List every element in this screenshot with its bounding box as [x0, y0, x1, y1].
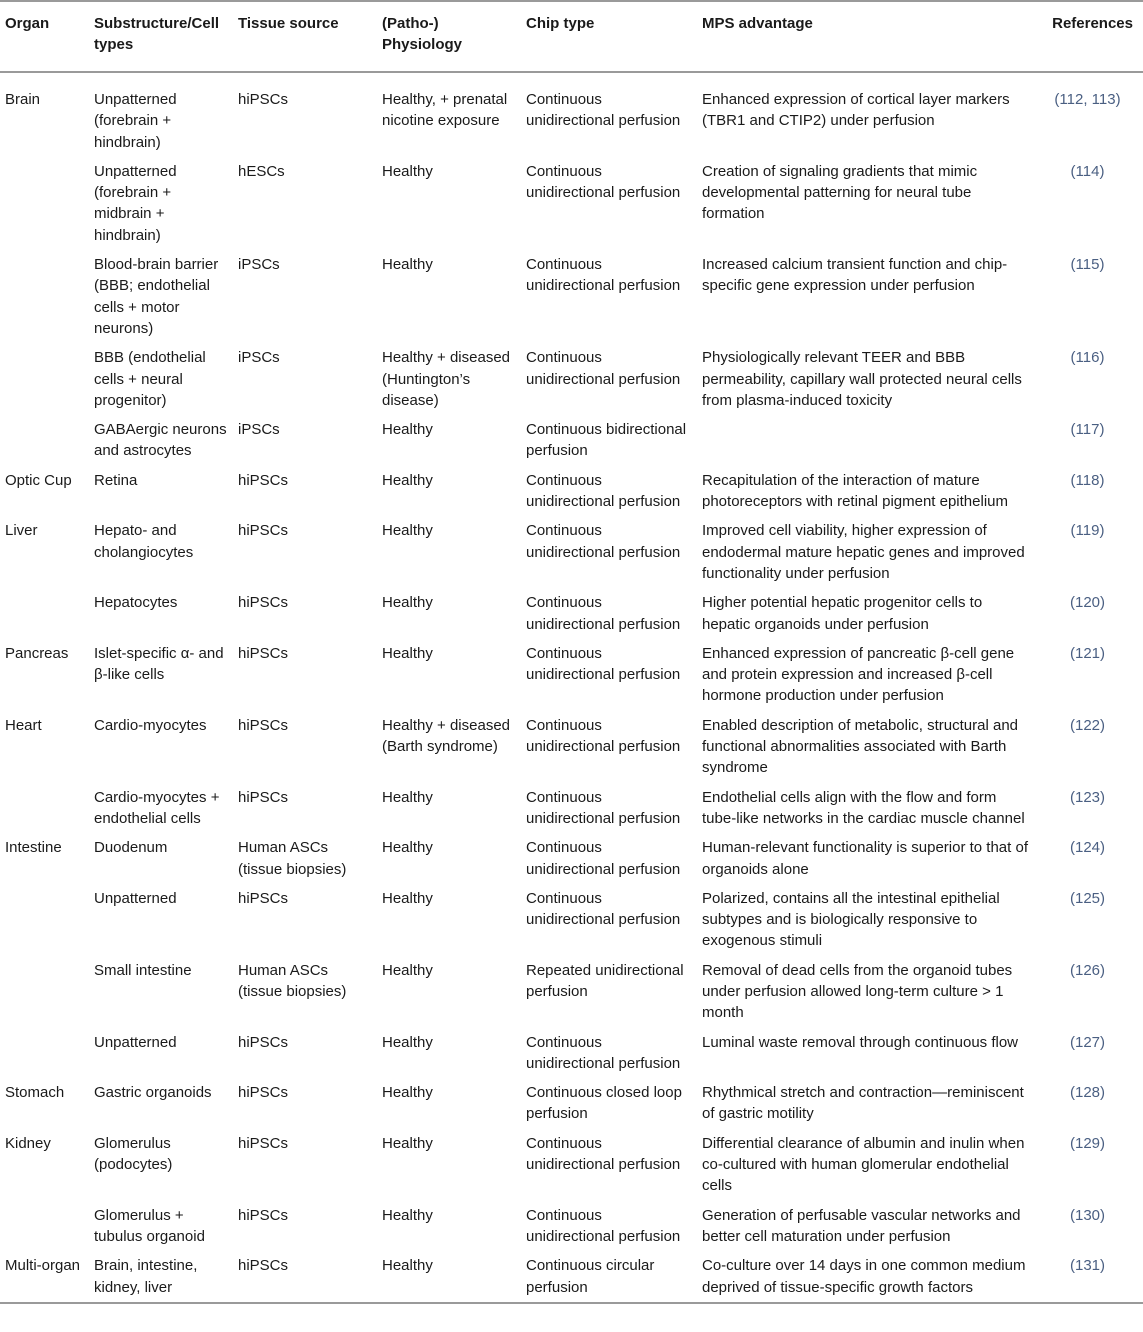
cell-substructure: GABAergic neurons and astrocytes	[94, 421, 227, 460]
cell-chip-type: Continuous unidirectional perfusion	[526, 1134, 681, 1174]
cell-chip-type: Continuous unidirectional perfusion	[526, 889, 681, 929]
reference-link[interactable]: (127)	[1069, 1033, 1106, 1051]
reference-link[interactable]: (122)	[1069, 716, 1106, 734]
cell-mps-advantage: Generation of perfusable vascular networks and better cell maturation under perfusion	[702, 1206, 1021, 1245]
reference-link[interactable]: (130)	[1069, 1206, 1106, 1224]
cell-tissue-source: Human ASCs (tissue biopsies)	[238, 961, 347, 1000]
cell-physiology: Healthy	[382, 471, 433, 489]
cell-tissue-source: hiPSCs	[238, 716, 289, 734]
cell-substructure: Retina	[94, 471, 138, 489]
cell-physiology: Healthy, + prenatal nicotine exposure	[382, 91, 508, 130]
table-row	[0, 343, 1143, 415]
reference-link[interactable]: (112, 113)	[1054, 91, 1121, 108]
table-row	[0, 72, 1143, 157]
cell-substructure: Brain, intestine, kidney, liver	[94, 1257, 198, 1296]
cell-substructure: Islet-specific α- and β-like cells	[94, 644, 224, 684]
header-mps-advantage: MPS advantage	[702, 15, 813, 32]
reference-link[interactable]: (123)	[1069, 788, 1106, 806]
cell-mps-advantage: Higher potential hepatic progenitor cells to hepatic organoids under perfusion	[702, 594, 983, 633]
cell-organ	[0, 157, 89, 250]
cell-physiology: Healthy	[382, 1206, 433, 1224]
table-row	[0, 1251, 1143, 1303]
cell-mps-advantage: Recapitulation of the interaction of mature photoreceptors with retinal pigment epithelium	[702, 471, 1008, 511]
cell-physiology: Healthy	[382, 421, 433, 439]
cell-chip-type: Continuous unidirectional perfusion	[526, 91, 681, 130]
table-row	[0, 833, 1143, 884]
cell-organ: Multi-organ	[5, 1257, 81, 1275]
table-header	[0, 1, 1143, 72]
cell-substructure: Unpatterned (forebrain + hindbrain)	[94, 91, 177, 151]
cell-mps-advantage: Differential clearance of albumin and inulin when co-cultured with human glomerular endothelial cells	[702, 1134, 1025, 1195]
cell-mps-advantage: Enhanced expression of cortical layer markers (TBR1 and CTIP2) under perfusion	[702, 91, 1010, 130]
cell-tissue-source: hiPSCs	[238, 1206, 289, 1224]
cell-organ: Heart	[5, 716, 42, 734]
reference-link[interactable]: (117)	[1070, 421, 1105, 439]
cell-physiology: Healthy	[382, 788, 433, 806]
cell-chip-type: Continuous unidirectional perfusion	[526, 839, 681, 878]
cell-substructure: Cardio-myocytes + endothelial cells	[94, 788, 220, 827]
reference-link[interactable]: (121)	[1069, 644, 1106, 662]
reference-link[interactable]: (131)	[1069, 1257, 1106, 1275]
cell-tissue-source: hiPSCs	[238, 644, 289, 662]
cell-chip-type: Continuous unidirectional perfusion	[526, 522, 681, 561]
cell-tissue-source: hiPSCs	[238, 91, 289, 108]
cell-substructure: Duodenum	[94, 839, 168, 857]
cell-chip-type: Continuous unidirectional perfusion	[526, 471, 681, 511]
cell-tissue-source: hiPSCs	[238, 1084, 289, 1102]
cell-substructure: Unpatterned (forebrain + midbrain + hindbrain)	[94, 162, 177, 244]
table-row	[0, 1201, 1143, 1252]
header-chip-type: Chip type	[526, 15, 595, 32]
cell-mps-advantage: Co-culture over 14 days in one common medium deprived of tissue-specific growth factors	[702, 1257, 1026, 1296]
cell-physiology: Healthy	[382, 961, 433, 979]
cell-substructure: Cardio-myocytes	[94, 716, 207, 734]
cell-organ	[0, 415, 89, 466]
cell-mps-advantage: Creation of signaling gradients that mimic developmental patterning for neural tube formation	[702, 162, 978, 223]
cell-substructure: Small intestine	[94, 961, 192, 979]
cell-physiology: Healthy + diseased (Barth syndrome)	[382, 716, 510, 756]
cell-substructure: Unpatterned	[94, 1033, 177, 1051]
table-row	[0, 516, 1143, 588]
reference-link[interactable]: (115)	[1070, 256, 1105, 274]
cell-organ: Stomach	[5, 1084, 65, 1102]
cell-physiology: Healthy	[382, 1084, 433, 1102]
cell-physiology: Healthy + diseased (Huntington’s disease)	[382, 349, 510, 409]
header-substructure: Substructure/Cell types	[94, 15, 220, 54]
cell-substructure: Blood-brain barrier (BBB; endothelial cells + motor neurons)	[94, 256, 219, 337]
cell-organ	[0, 1028, 89, 1079]
reference-link[interactable]: (116)	[1070, 349, 1105, 367]
header-row	[0, 1, 1143, 72]
cell-tissue-source: hiPSCs	[238, 1033, 289, 1051]
cell-physiology: Healthy	[382, 839, 433, 857]
table-row	[0, 1078, 1143, 1129]
cell-tissue-source: hiPSCs	[238, 788, 289, 806]
cell-physiology: Healthy	[382, 1134, 433, 1152]
cell-physiology: Healthy	[382, 1033, 433, 1051]
cell-tissue-source: hiPSCs	[238, 471, 289, 489]
reference-link[interactable]: (118)	[1070, 471, 1105, 489]
cell-organ: Brain	[5, 91, 41, 108]
cell-physiology: Healthy	[382, 889, 433, 907]
cell-mps-advantage: Polarized, contains all the intestinal epithelial subtypes and is biologically responsive to exogenous stimuli	[702, 889, 1000, 950]
reference-link[interactable]: (124)	[1069, 839, 1106, 857]
table-row	[0, 588, 1143, 639]
cell-chip-type: Continuous unidirectional perfusion	[526, 594, 681, 633]
cell-physiology: Healthy	[382, 256, 433, 274]
table-row	[0, 466, 1143, 517]
cell-substructure: Hepatocytes	[94, 594, 178, 612]
reference-link[interactable]: (120)	[1069, 594, 1106, 612]
table-row	[0, 1129, 1143, 1201]
cell-mps-advantage: Increased calcium transient function and chip-specific gene expression under perfusion	[702, 256, 1008, 295]
cell-mps-advantage: Enhanced expression of pancreatic β-cell gene and protein expression and increased β-cell hormone production under perfusion	[702, 644, 1015, 705]
cell-chip-type: Continuous closed loop perfusion	[526, 1084, 682, 1123]
cell-tissue-source: iPSCs	[238, 256, 280, 274]
table-body	[0, 72, 1143, 1303]
cell-mps-advantage: Enabled description of metabolic, structural and functional abnormalities associated with Barth syndrome	[702, 716, 1019, 777]
cell-organ: Intestine	[5, 839, 62, 857]
cell-tissue-source: hiPSCs	[238, 889, 289, 907]
cell-mps-advantage: Endothelial cells align with the flow and form tube-like networks in the cardiac muscle channel	[702, 788, 1025, 827]
cell-tissue-source: iPSCs	[238, 349, 280, 367]
cell-chip-type: Continuous unidirectional perfusion	[526, 256, 681, 295]
cell-organ: Optic Cup	[5, 471, 72, 489]
cell-substructure: Unpatterned	[94, 889, 177, 907]
cell-substructure: BBB (endothelial cells + neural progenitor)	[94, 349, 206, 409]
cell-chip-type: Continuous unidirectional perfusion	[526, 716, 681, 756]
cell-chip-type: Repeated unidirectional perfusion	[526, 961, 684, 1000]
cell-chip-type: Continuous unidirectional perfusion	[526, 644, 681, 684]
table-row	[0, 157, 1143, 250]
cell-physiology: Healthy	[382, 644, 433, 662]
cell-physiology: Healthy	[382, 522, 433, 540]
cell-tissue-source: hiPSCs	[238, 1134, 289, 1152]
cell-substructure: Glomerulus (podocytes)	[94, 1134, 173, 1174]
cell-tissue-source: hiPSCs	[238, 1257, 289, 1275]
header-references: References	[1052, 15, 1133, 32]
cell-chip-type: Continuous unidirectional perfusion	[526, 162, 681, 202]
table-row	[0, 884, 1143, 956]
reference-link[interactable]: (125)	[1069, 889, 1106, 907]
table-row	[0, 415, 1143, 466]
cell-substructure: Hepato- and cholangiocytes	[94, 522, 194, 561]
reference-link[interactable]: (129)	[1069, 1134, 1106, 1152]
table-row	[0, 639, 1143, 711]
table-row	[0, 250, 1143, 343]
cell-chip-type: Continuous circular perfusion	[526, 1257, 655, 1296]
reference-link[interactable]: (114)	[1070, 162, 1105, 180]
table-row	[0, 956, 1143, 1028]
table-row	[0, 711, 1143, 783]
cell-chip-type: Continuous unidirectional perfusion	[526, 1033, 681, 1072]
cell-tissue-source: hiPSCs	[238, 522, 289, 540]
cell-physiology: Healthy	[382, 162, 433, 180]
cell-physiology: Healthy	[382, 594, 433, 612]
table-row	[0, 783, 1143, 834]
cell-chip-type: Continuous bidirectional perfusion	[526, 421, 687, 460]
header-organ: Organ	[5, 15, 50, 32]
cell-organ: Kidney	[5, 1134, 51, 1152]
cell-mps-advantage: Luminal waste removal through continuous flow	[702, 1033, 1019, 1051]
cell-organ	[0, 588, 89, 639]
cell-organ	[0, 783, 89, 834]
header-physiology: (Patho-) Physiology	[382, 15, 463, 54]
cell-organ	[0, 884, 89, 956]
cell-mps-advantage: Human-relevant functionality is superior to that of organoids alone	[702, 839, 1028, 878]
header-tissue-source: Tissue source	[238, 15, 339, 32]
cell-tissue-source: iPSCs	[238, 421, 280, 439]
cell-chip-type: Continuous unidirectional perfusion	[526, 788, 681, 827]
cell-chip-type: Continuous unidirectional perfusion	[526, 1206, 681, 1245]
cell-mps-advantage: Improved cell viability, higher expression of endodermal mature hepatic genes and improved functionality under perfusion	[702, 522, 1025, 582]
cell-organ: Pancreas	[5, 644, 69, 662]
cell-organ: Liver	[5, 522, 38, 540]
reference-link[interactable]: (126)	[1069, 961, 1106, 979]
cell-organ	[0, 956, 89, 1028]
cell-organ	[0, 343, 89, 415]
cell-tissue-source: hiPSCs	[238, 594, 289, 612]
reference-link[interactable]: (128)	[1069, 1084, 1106, 1102]
cell-chip-type: Continuous unidirectional perfusion	[526, 349, 681, 388]
cell-substructure: Gastric organoids	[94, 1084, 212, 1102]
cell-physiology: Healthy	[382, 1257, 433, 1275]
cell-tissue-source: hESCs	[238, 162, 285, 180]
cell-organ	[0, 250, 89, 343]
cell-mps-advantage: Removal of dead cells from the organoid tubes under perfusion allowed long-term culture > 1 month	[702, 961, 1013, 1022]
cell-mps-advantage: Physiologically relevant TEER and BBB permeability, capillary wall protected neural cells from plasma-induced toxicity	[702, 349, 1022, 409]
cell-tissue-source: Human ASCs (tissue biopsies)	[238, 839, 347, 878]
table-row	[0, 1028, 1143, 1079]
cell-substructure: Glomerulus + tubulus organoid	[94, 1206, 205, 1245]
cell-mps-advantage: Rhythmical stretch and contraction—reminiscent of gastric motility	[702, 1084, 1024, 1123]
reference-link[interactable]: (119)	[1070, 522, 1105, 540]
cell-mps-advantage	[697, 415, 1034, 466]
cell-organ	[0, 1201, 89, 1252]
